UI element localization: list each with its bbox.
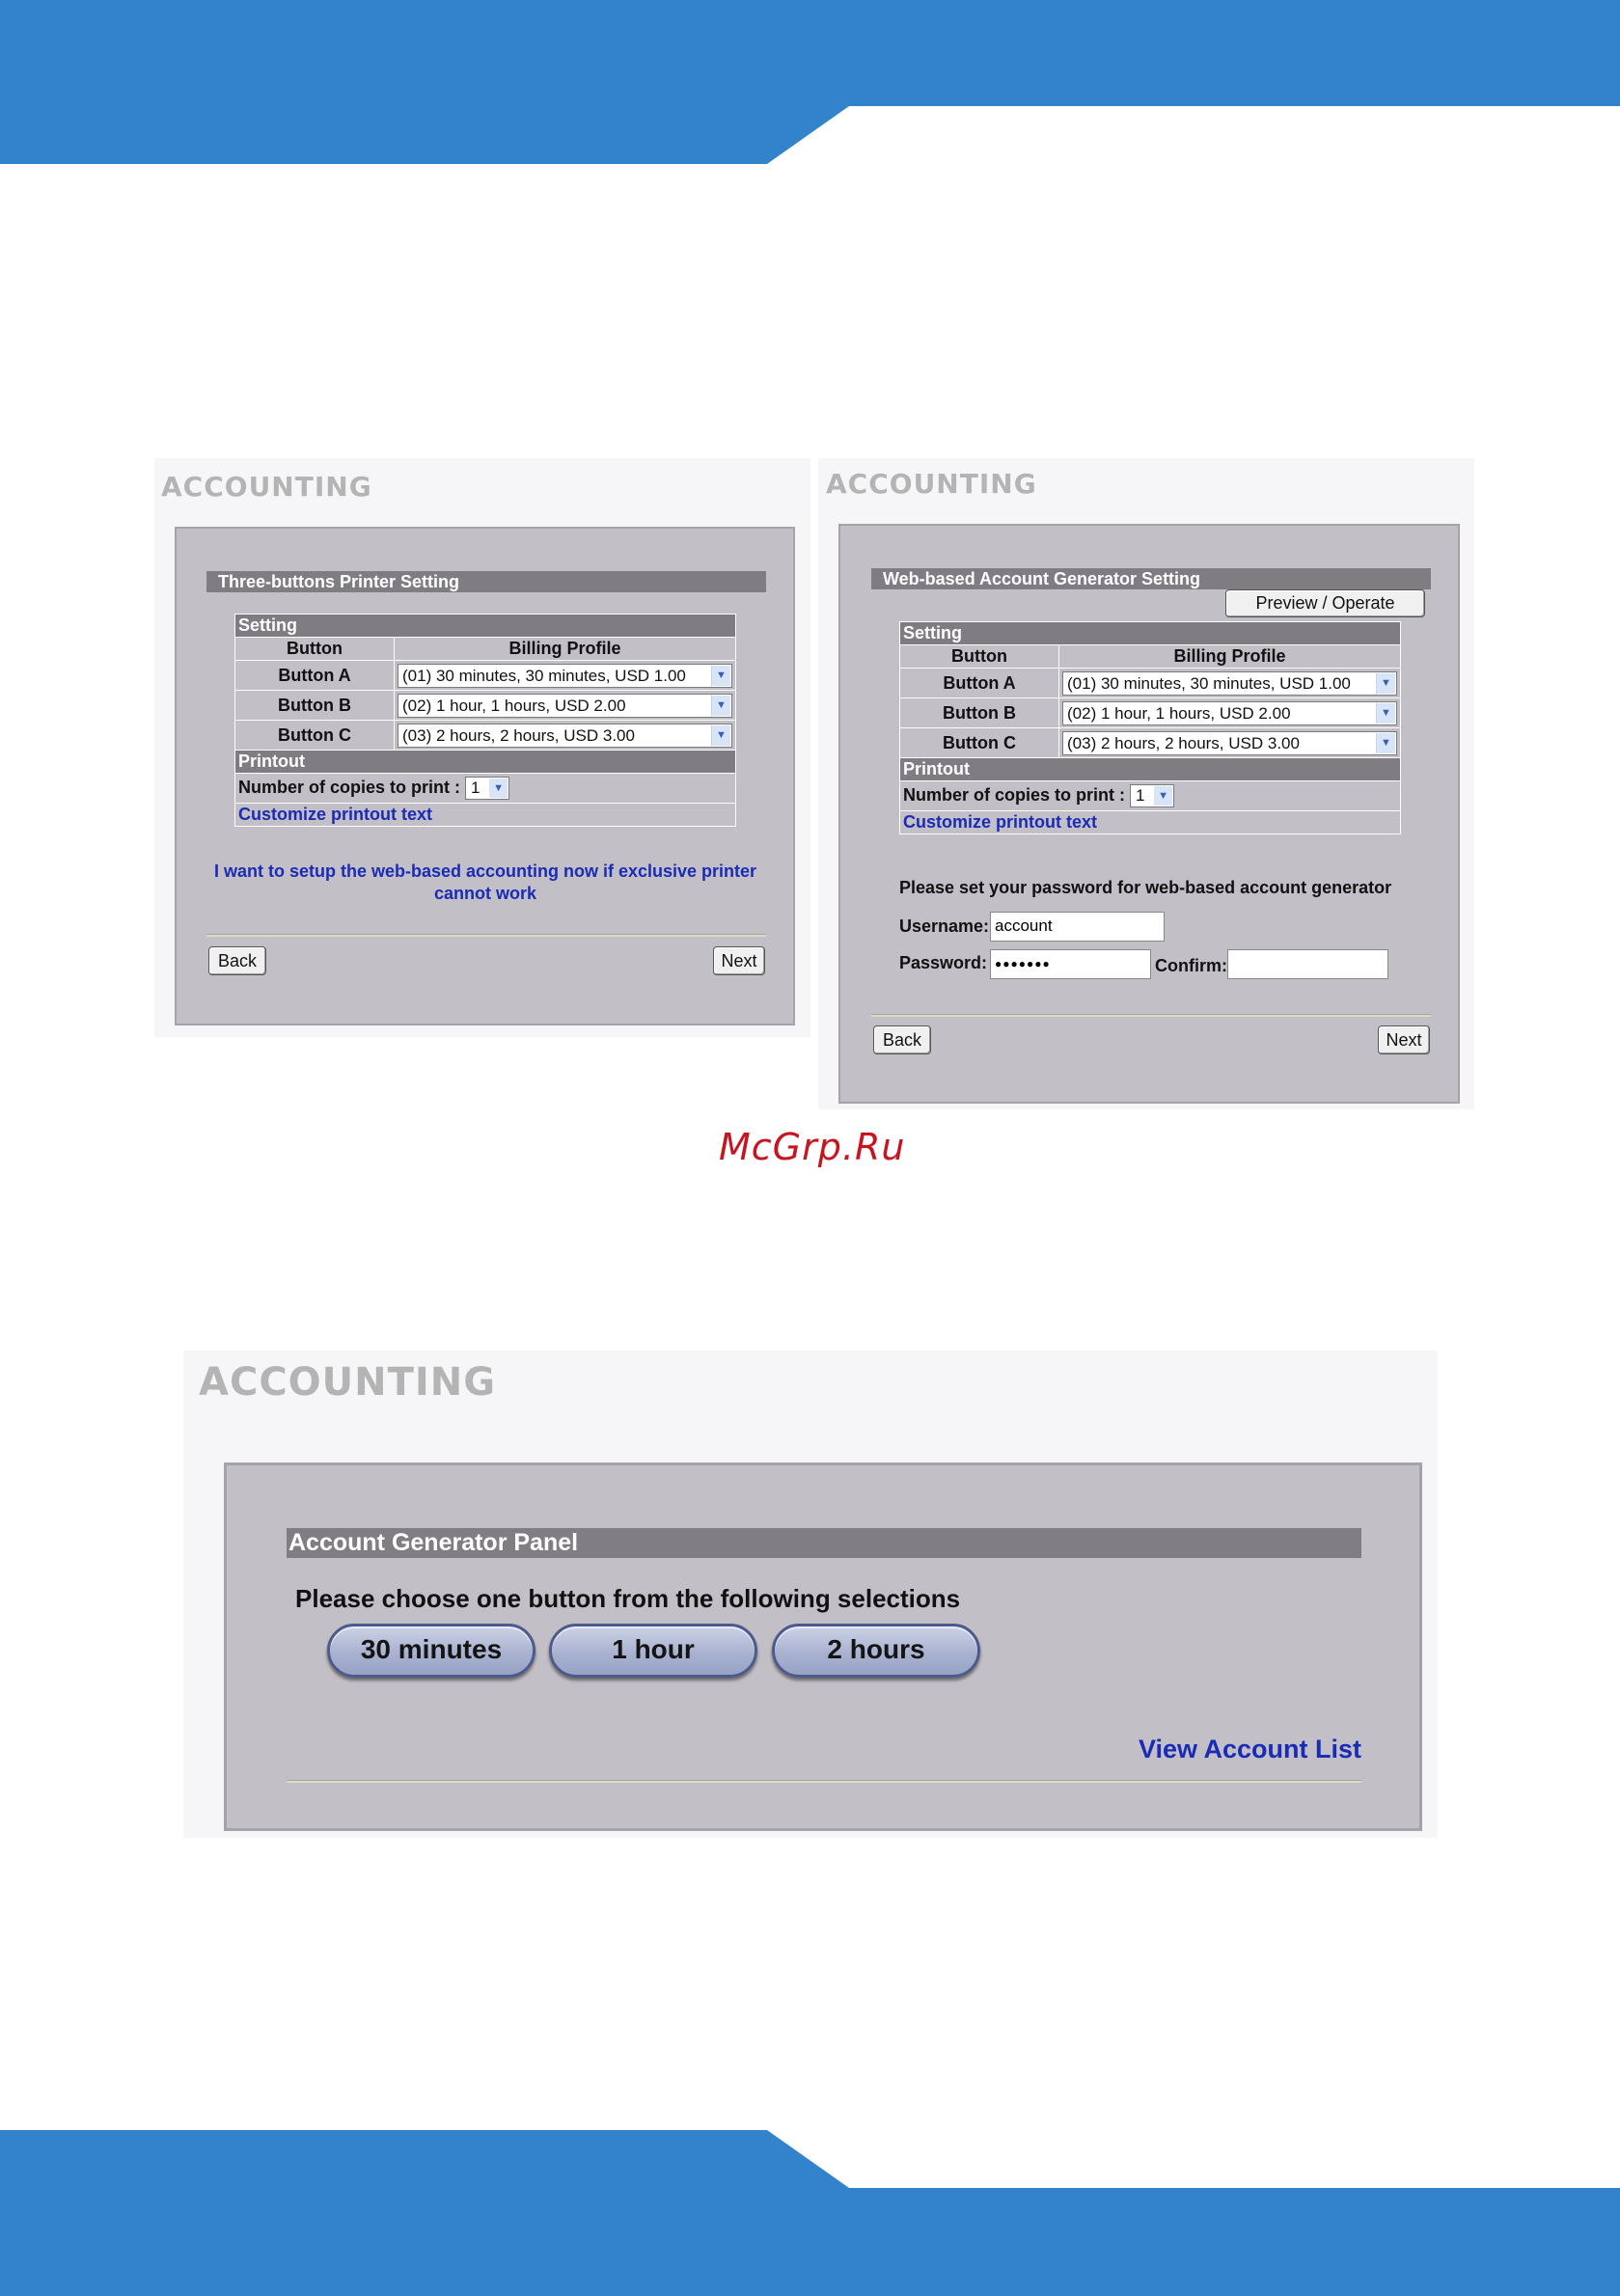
select-value: (02) 1 hour, 1 hours, USD 2.00 [1067,703,1291,723]
table-row [235,661,736,691]
username-label: Username: [899,916,990,936]
col-button-header: Button [235,638,395,661]
col-profile-header: Billing Profile [1059,645,1401,669]
setting-header: Setting [235,615,736,638]
printout-header: Printout [235,751,736,774]
next-button[interactable]: Next [713,946,765,975]
screen2-panel [838,524,1460,1104]
divider [287,1780,1361,1783]
billing-profile-select-a[interactable] [1062,671,1397,696]
screen3-title: ACCOUNTING [199,1360,497,1405]
thirty-minutes-button[interactable]: 30 minutes [327,1624,535,1678]
row-button-label: Button A [900,669,1059,698]
setup-web-accounting-link[interactable]: I want to setup the web-based accounting now if exclusive printer cannot work [213,861,757,903]
password-prompt: Please set your password for web-based account generator [899,878,1392,897]
divider [871,1014,1431,1017]
screen2-section-bar: Web-based Account Generator Setting [871,568,1431,589]
bottom-band [0,2130,1620,2296]
printout-header: Printout [900,758,1401,781]
chevron-down-icon: ▼ [1376,703,1395,724]
selection-prompt: Please choose one button from the following selections [295,1584,961,1613]
select-value: (03) 2 hours, 2 hours, USD 3.00 [1067,733,1300,752]
col-profile-header: Billing Profile [395,638,736,661]
copies-value: 1 [1136,786,1145,805]
two-hours-button[interactable]: 2 hours [772,1624,980,1678]
chevron-down-icon: ▼ [1376,673,1395,694]
chevron-down-icon: ▼ [489,779,508,798]
copies-label: Number of copies to print : [903,784,1126,805]
select-value: (03) 2 hours, 2 hours, USD 3.00 [402,725,635,745]
password-label: Password: [899,953,988,972]
screen2-title: ACCOUNTING [826,468,1037,500]
username-field[interactable]: account [990,912,1165,942]
customize-printout-link[interactable]: Customize printout text [235,804,736,827]
screen3-panel [224,1462,1422,1831]
chevron-down-icon: ▼ [1376,733,1395,753]
screen1-title: ACCOUNTING [161,471,372,503]
setting-header: Setting [900,622,1401,645]
screen2-settings-table [899,621,1401,834]
billing-profile-select-c[interactable] [398,724,732,748]
screen1-section-bar: Three-buttons Printer Setting [206,571,766,592]
back-button[interactable]: Back [208,946,266,975]
screen1-settings-table [234,614,736,827]
select-value: (01) 30 minutes, 30 minutes, USD 1.00 [402,666,686,685]
table-row [900,698,1401,728]
row-button-label: Button C [235,721,395,751]
select-value: (01) 30 minutes, 30 minutes, USD 1.00 [1067,673,1351,693]
next-button[interactable]: Next [1378,1025,1430,1054]
select-value: (02) 1 hour, 1 hours, USD 2.00 [402,696,626,715]
chevron-down-icon: ▼ [711,666,730,686]
one-hour-button[interactable]: 1 hour [549,1624,757,1678]
col-button-header: Button [900,645,1059,669]
copies-select[interactable] [465,777,509,800]
watermark: McGrp.Ru [719,1126,906,1168]
preview-operate-button[interactable]: Preview / Operate [1225,589,1425,617]
password-field[interactable]: ●●●●●●● [990,949,1151,979]
view-account-list-link[interactable]: View Account List [1138,1735,1361,1763]
chevron-down-icon: ▼ [711,696,730,716]
copies-label: Number of copies to print : [238,777,461,797]
screen1-panel [175,527,795,1025]
top-band [0,0,1620,164]
copies-select[interactable] [1130,784,1174,807]
customize-printout-link[interactable]: Customize printout text [900,811,1401,834]
table-row [235,721,736,751]
billing-profile-select-b[interactable] [398,694,732,718]
screen3-section-bar: Account Generator Panel [287,1528,1361,1558]
copies-value: 1 [471,779,481,797]
confirm-field[interactable] [1227,949,1388,979]
billing-profile-select-b[interactable] [1062,701,1397,725]
table-row [900,728,1401,758]
row-button-label: Button C [900,728,1059,758]
divider [206,934,766,937]
billing-profile-select-a[interactable] [398,664,732,688]
back-button[interactable]: Back [873,1025,931,1054]
chevron-down-icon: ▼ [711,725,730,746]
row-button-label: Button B [235,691,395,721]
row-button-label: Button B [900,698,1059,728]
table-row [235,691,736,721]
row-button-label: Button A [235,661,395,691]
table-row [900,669,1401,698]
billing-profile-select-c[interactable] [1062,731,1397,755]
confirm-label: Confirm: [1155,956,1227,975]
chevron-down-icon: ▼ [1154,786,1172,806]
